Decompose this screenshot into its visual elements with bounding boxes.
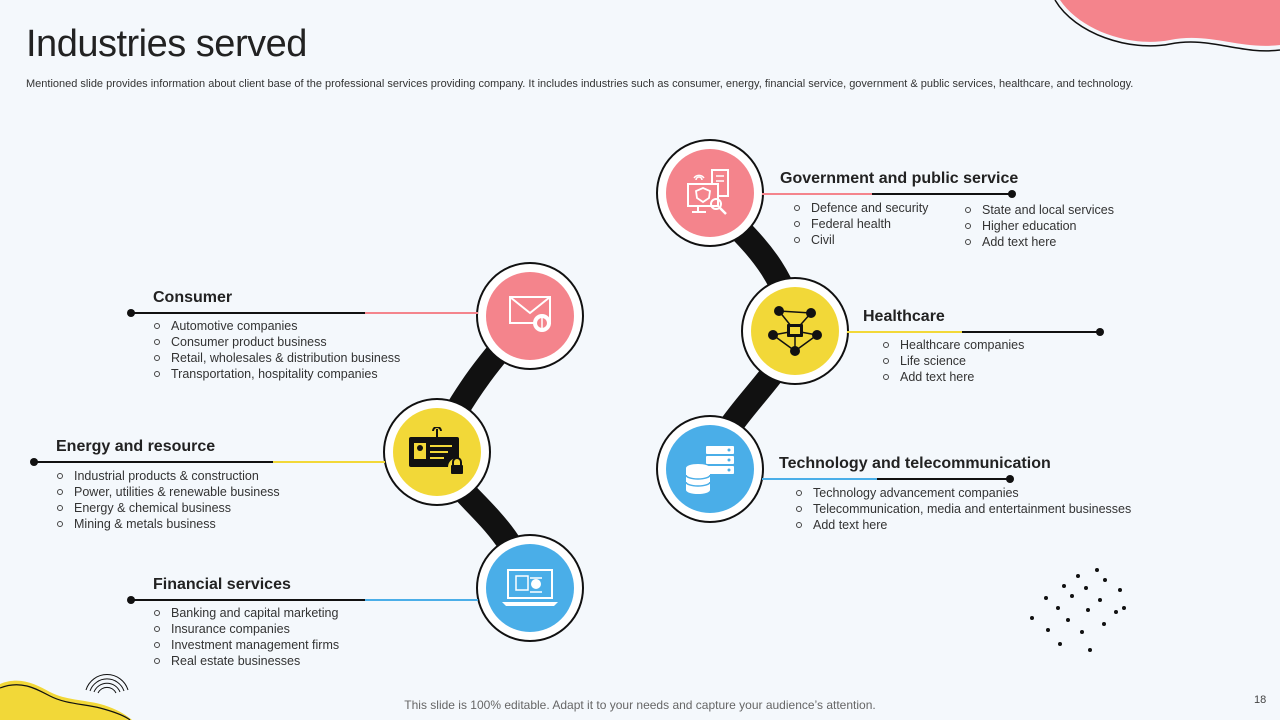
list-item: Healthcare companies	[882, 337, 1024, 353]
list-item: Telecommunication, media and entertainment businesses	[795, 501, 1131, 517]
financial-connector-line	[130, 599, 478, 601]
energy-heading: Energy and resource	[56, 438, 216, 455]
list-item: Retail, wholesales & distribution business	[153, 350, 400, 366]
list-item: Civil	[793, 232, 928, 248]
list-item: Add text here	[795, 517, 1131, 533]
list-item: Real estate businesses	[153, 653, 339, 669]
security-monitor-icon	[684, 168, 736, 218]
financial-line-dot	[127, 596, 135, 604]
technology-heading: Technology and telecommunication	[779, 455, 1051, 472]
consumer-connector-line	[130, 312, 478, 314]
government-list-left	[793, 200, 928, 248]
list-item: Consumer product business	[153, 334, 400, 350]
healthcare-line-dot	[1096, 328, 1104, 336]
energy-list	[56, 468, 280, 532]
list-item: Technology advancement companies	[795, 485, 1131, 501]
technology-list	[795, 485, 1131, 533]
energy-circle	[383, 398, 491, 506]
list-item: Power, utilities & renewable business	[56, 484, 280, 500]
list-item: Federal health	[793, 216, 928, 232]
healthcare-connector-line	[847, 331, 1100, 333]
financial-icon-badge	[486, 544, 574, 632]
page-number: 18	[1254, 694, 1267, 706]
healthcare-list	[882, 337, 1024, 385]
energy-line-dot	[30, 458, 38, 466]
id-card-lock-icon	[407, 427, 467, 477]
technology-connector-line	[762, 478, 1010, 480]
list-item: Defence and security	[793, 200, 928, 216]
list-item: Insurance companies	[153, 621, 339, 637]
laptop-alert-icon	[500, 566, 560, 610]
financial-heading: Financial services	[153, 576, 291, 593]
technology-icon-badge	[666, 425, 754, 513]
list-item: Add text here	[964, 234, 1114, 250]
government-icon-badge	[666, 149, 754, 237]
list-item: Industrial products & construction	[56, 468, 280, 484]
envelope-icon	[506, 293, 554, 339]
healthcare-heading: Healthcare	[863, 308, 945, 325]
government-circle	[656, 139, 764, 247]
page-title: Industries served	[26, 23, 307, 65]
consumer-list	[153, 318, 400, 382]
government-heading: Government and public service	[780, 170, 1019, 187]
list-item: Investment management firms	[153, 637, 339, 653]
list-item: Life science	[882, 353, 1024, 369]
technology-line-dot	[1006, 475, 1014, 483]
list-item: Energy & chemical business	[56, 500, 280, 516]
financial-circle	[476, 534, 584, 642]
list-item: Automotive companies	[153, 318, 400, 334]
government-connector-line	[762, 193, 1012, 195]
server-database-icon	[684, 442, 736, 496]
footer-note: This slide is 100% editable. Adapt it to your needs and capture your audience’s attention.	[404, 698, 876, 712]
list-item: Mining & metals business	[56, 516, 280, 532]
list-item: State and local services	[964, 202, 1114, 218]
list-item: Transportation, hospitality companies	[153, 366, 400, 382]
list-item: Add text here	[882, 369, 1024, 385]
list-item: Banking and capital marketing	[153, 605, 339, 621]
consumer-circle	[476, 262, 584, 370]
healthcare-icon-badge	[751, 287, 839, 375]
healthcare-circle	[741, 277, 849, 385]
consumer-heading: Consumer	[153, 289, 233, 306]
government-list-right	[964, 202, 1114, 250]
government-line-dot	[1008, 190, 1016, 198]
consumer-icon-badge	[486, 272, 574, 360]
financial-list	[153, 605, 339, 669]
network-icon	[765, 303, 825, 359]
energy-icon-badge	[393, 408, 481, 496]
list-item: Higher education	[964, 218, 1114, 234]
consumer-line-dot	[127, 309, 135, 317]
technology-circle	[656, 415, 764, 523]
page-subtitle: Mentioned slide provides information about client base of the professional services providing company. It includes industries such as consumer, energy, financial service, government & public services, healthcare, and technology.	[26, 78, 1134, 90]
energy-connector-line	[33, 461, 385, 463]
